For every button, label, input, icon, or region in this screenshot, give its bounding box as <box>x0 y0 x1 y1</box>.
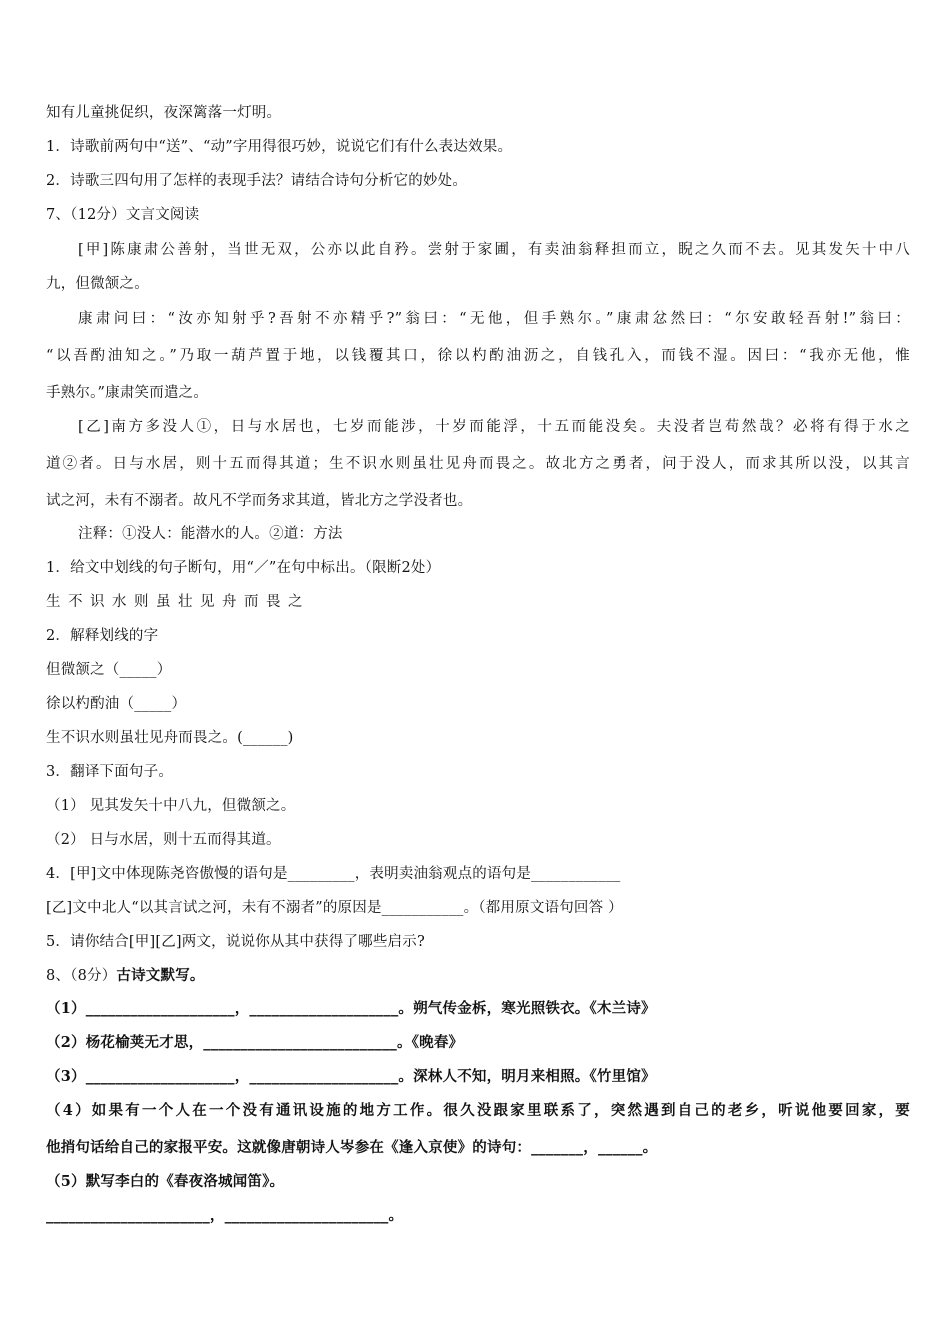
question-7-2-item-3: 生不识水则虽壮见舟而畏之。(______) <box>46 730 294 746</box>
annotation-note: 注释：①没人：能潜水的人。②道：方法 <box>78 526 343 542</box>
question-7-3: 3．翻译下面句子。 <box>46 764 174 780</box>
recitation-item-5-answer: ______________________，______________________。 <box>46 1207 404 1224</box>
passage-jia-line-3: 康肃问曰：“汝亦知射乎?吾射不亦精乎?”翁曰：“无他，但手熟尔。”康肃忿然曰：“尔安敢轻吾射!”翁曰： <box>78 311 910 327</box>
question-7-3-item-2: （2） 日与水居，则十五而得其道。 <box>46 832 281 848</box>
question-7-1: 1．给文中划线的句子断句，用“／”在句中标出。（限断2处） <box>46 560 441 576</box>
recitation-item-3: （3）____________________，____________________。深林人不知，明月来相照。《竹里馆》 <box>46 1068 656 1085</box>
passage-yi-line-2: 道②者。日与水居，则十五而得其道；生不识水则虽壮见舟而畏之。故北方之勇者，问于没人，而求其所以没，以其言 <box>46 456 910 472</box>
section-8-number: 8、（8分） <box>46 968 117 984</box>
recitation-item-4-line-2: 他捎句话给自己的家报平安。这就像唐朝诗人岑参在《逢入京使》的诗句：_______，______。 <box>46 1139 658 1156</box>
question-7-5: 5．请你结合[甲][乙]两文，说说你从其中获得了哪些启示? <box>46 934 425 950</box>
question-7-2-item-1: 但微颔之（_____） <box>46 662 172 678</box>
question-7-4-part-1: 4．[甲]文中体现陈尧咨傲慢的语句是_________，表明卖油翁观点的语句是____________ <box>46 866 621 882</box>
question-7-4-part-2: [乙]文中北人“以其言试之河，未有不溺者”的原因是___________。（都用原文语句回答 ） <box>46 900 623 916</box>
poem-question-1: 1．诗歌前两句中“送”、“动”字用得很巧妙，说说它们有什么表达效果。 <box>46 139 513 155</box>
passage-jia-line-4: “以吾酌油知之。”乃取一葫芦置于地，以钱覆其口，徐以杓酌油沥之，自钱孔入，而钱不湿。因曰：“我亦无他，惟 <box>46 348 910 364</box>
passage-yi-line-3: 试之河，未有不溺者。故凡不学而务求其道，皆北方之学没者也。 <box>46 493 473 509</box>
question-7-1-sentence: 生不识水则虽壮见舟而畏之 <box>46 594 310 610</box>
recitation-item-4-line-1: （4）如果有一个人在一个没有通讯设施的地方工作。很久没跟家里联系了，突然遇到自己的老乡，听说他要回家，要 <box>46 1102 910 1119</box>
recitation-item-2: （2）杨花榆荚无才思，__________________________。《晚春》 <box>46 1034 464 1051</box>
section-8-heading <box>46 966 910 986</box>
poem-last-line: 知有儿童挑促织，夜深篱落一灯明。 <box>46 105 282 121</box>
recitation-item-1: （1）____________________，____________________。朔气传金柝，寒光照铁衣。《木兰诗》 <box>46 1000 656 1017</box>
section-8-title: 古诗文默写。 <box>116 967 205 984</box>
passage-jia-line-2: 九，但微颔之。 <box>46 276 149 292</box>
passage-jia-line-5: 手熟尔。”康肃笑而遣之。 <box>46 385 209 401</box>
recitation-item-5: （5）默写李白的《春夜洛城闻笛》。 <box>46 1173 285 1190</box>
section-7-heading: 7、（12分）文言文阅读 <box>46 207 200 223</box>
question-7-2-item-2: 徐以杓酌油（_____） <box>46 696 187 712</box>
passage-jia-line-1: [甲]陈康肃公善射，当世无双，公亦以此自矜。尝射于家圃，有卖油翁释担而立，睨之久而不去。见其发矢十中八 <box>78 242 910 258</box>
question-7-3-item-1: （1） 见其发矢十中八九，但微颔之。 <box>46 798 296 814</box>
poem-question-2: 2．诗歌三四句用了怎样的表现手法？请结合诗句分析它的妙处。 <box>46 173 468 189</box>
passage-yi-line-1: [乙]南方多没人①，日与水居也，七岁而能涉，十岁而能浮，十五而能没矣。夫没者岂苟然哉？必将有得于水之 <box>78 419 910 435</box>
question-7-2: 2．解释划线的字 <box>46 628 159 644</box>
